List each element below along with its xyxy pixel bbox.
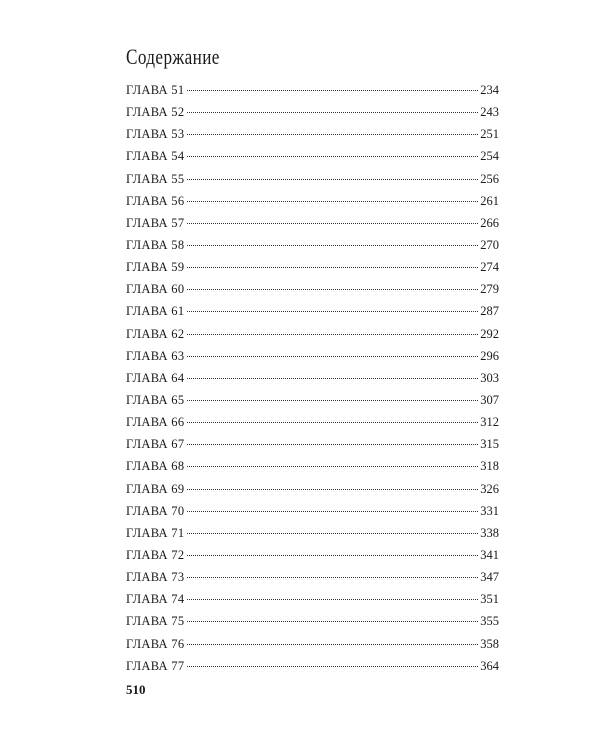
dot-leader	[187, 466, 478, 467]
chapter-page-number: 256	[480, 171, 499, 186]
chapter-label: ГЛАВА 58	[126, 237, 185, 252]
dot-leader	[187, 511, 478, 512]
chapter-label: ГЛАВА 70	[126, 503, 185, 518]
dot-leader	[187, 179, 478, 180]
dot-leader	[187, 489, 478, 490]
toc-entry	[126, 655, 499, 677]
toc-entry	[126, 212, 499, 234]
chapter-page-number: 312	[480, 415, 499, 430]
toc-entry	[126, 300, 499, 322]
toc-entry	[126, 544, 499, 566]
toc-entry	[126, 389, 499, 411]
chapter-label: ГЛАВА 75	[126, 614, 185, 629]
toc-entry	[126, 79, 499, 101]
toc-entry	[126, 123, 499, 145]
chapter-page-number: 303	[480, 370, 499, 385]
chapter-label: ГЛАВА 77	[126, 658, 185, 673]
toc-entry	[126, 500, 499, 522]
chapter-page-number: 296	[480, 348, 499, 363]
chapter-label: ГЛАВА 57	[126, 215, 185, 230]
chapter-page-number: 274	[480, 260, 499, 275]
toc-entry	[126, 566, 499, 588]
toc-entry	[126, 367, 499, 389]
chapter-label: ГЛАВА 73	[126, 570, 185, 585]
chapter-label: ГЛАВА 74	[126, 592, 185, 607]
chapter-label: ГЛАВА 54	[126, 149, 185, 164]
dot-leader	[187, 334, 478, 335]
chapter-page-number: 338	[480, 525, 499, 540]
chapter-label: ГЛАВА 59	[126, 260, 185, 275]
chapter-label: ГЛАВА 63	[126, 348, 185, 363]
chapter-page-number: 355	[480, 614, 499, 629]
chapter-label: ГЛАВА 66	[126, 415, 185, 430]
dot-leader	[187, 356, 478, 357]
toc-entry	[126, 433, 499, 455]
chapter-label: ГЛАВА 60	[126, 282, 185, 297]
chapter-page-number: 358	[480, 636, 499, 651]
chapter-page-number: 266	[480, 215, 499, 230]
chapter-page-number: 326	[480, 481, 499, 496]
dot-leader	[187, 90, 478, 91]
toc-entry	[126, 478, 499, 500]
dot-leader	[187, 621, 478, 622]
chapter-label: ГЛАВА 76	[126, 636, 185, 651]
chapter-page-number: 234	[480, 83, 499, 97]
toc-entry	[126, 101, 499, 123]
dot-leader	[187, 555, 478, 556]
dot-leader	[187, 156, 478, 157]
page-number: 510	[126, 682, 146, 697]
dot-leader	[187, 245, 478, 246]
dot-leader	[187, 666, 478, 667]
toc-entry	[126, 588, 499, 610]
chapter-page-number: 341	[480, 547, 499, 562]
dot-leader	[187, 134, 478, 135]
toc-entry	[126, 455, 499, 477]
dot-leader	[187, 422, 478, 423]
chapter-label: ГЛАВА 53	[126, 127, 185, 142]
dot-leader	[187, 444, 478, 445]
toc-entry	[126, 234, 499, 256]
chapter-label: ГЛАВА 67	[126, 437, 185, 452]
toc-entry	[126, 411, 499, 433]
chapter-label: ГЛАВА 62	[126, 326, 185, 341]
chapter-page-number: 364	[480, 658, 499, 673]
dot-leader	[187, 533, 478, 534]
toc-entry	[126, 323, 499, 345]
toc-entry	[126, 522, 499, 544]
toc-entry	[126, 168, 499, 190]
chapter-label: ГЛАВА 68	[126, 459, 185, 474]
chapter-label: ГЛАВА 72	[126, 547, 185, 562]
dot-leader	[187, 644, 478, 645]
chapter-label: ГЛАВА 71	[126, 525, 185, 540]
dot-leader	[187, 378, 478, 379]
chapter-page-number: 347	[480, 570, 499, 585]
dot-leader	[187, 289, 478, 290]
chapter-page-number: 331	[480, 503, 499, 518]
chapter-label: ГЛАВА 61	[126, 304, 185, 319]
toc-entry	[126, 278, 499, 300]
dot-leader	[187, 112, 478, 113]
toc-entry	[126, 190, 499, 212]
chapter-page-number: 307	[480, 392, 499, 407]
dot-leader	[187, 599, 478, 600]
chapter-page-number: 254	[480, 149, 499, 164]
chapter-page-number: 270	[480, 237, 499, 252]
dot-leader	[187, 201, 478, 202]
chapter-label: ГЛАВА 56	[126, 193, 185, 208]
toc-entry	[126, 345, 499, 367]
chapter-page-number: 318	[480, 459, 499, 474]
chapter-label: ГЛАВА 65	[126, 392, 185, 407]
chapter-page-number: 243	[480, 105, 499, 120]
chapter-label: ГЛАВА 69	[126, 481, 185, 496]
chapter-page-number: 292	[480, 326, 499, 341]
dot-leader	[187, 223, 478, 224]
chapter-label: ГЛАВА 51	[126, 83, 185, 97]
toc-entry	[126, 633, 499, 655]
chapter-page-number: 261	[480, 193, 499, 208]
chapter-page-number: 251	[480, 127, 499, 142]
chapter-label: ГЛАВА 52	[126, 105, 185, 120]
table-of-contents	[126, 79, 499, 677]
chapter-page-number: 351	[480, 592, 499, 607]
toc-entry	[126, 145, 499, 167]
chapter-label: ГЛАВА 55	[126, 171, 185, 186]
dot-leader	[187, 267, 478, 268]
chapter-page-number: 287	[480, 304, 499, 319]
chapter-page-number: 315	[480, 437, 499, 452]
dot-leader	[187, 311, 478, 312]
dot-leader	[187, 400, 478, 401]
chapter-label: ГЛАВА 64	[126, 370, 185, 385]
toc-entry	[126, 610, 499, 632]
toc-entry	[126, 256, 499, 278]
page-title: Содержание	[126, 44, 220, 69]
dot-leader	[187, 577, 478, 578]
chapter-page-number: 279	[480, 282, 499, 297]
